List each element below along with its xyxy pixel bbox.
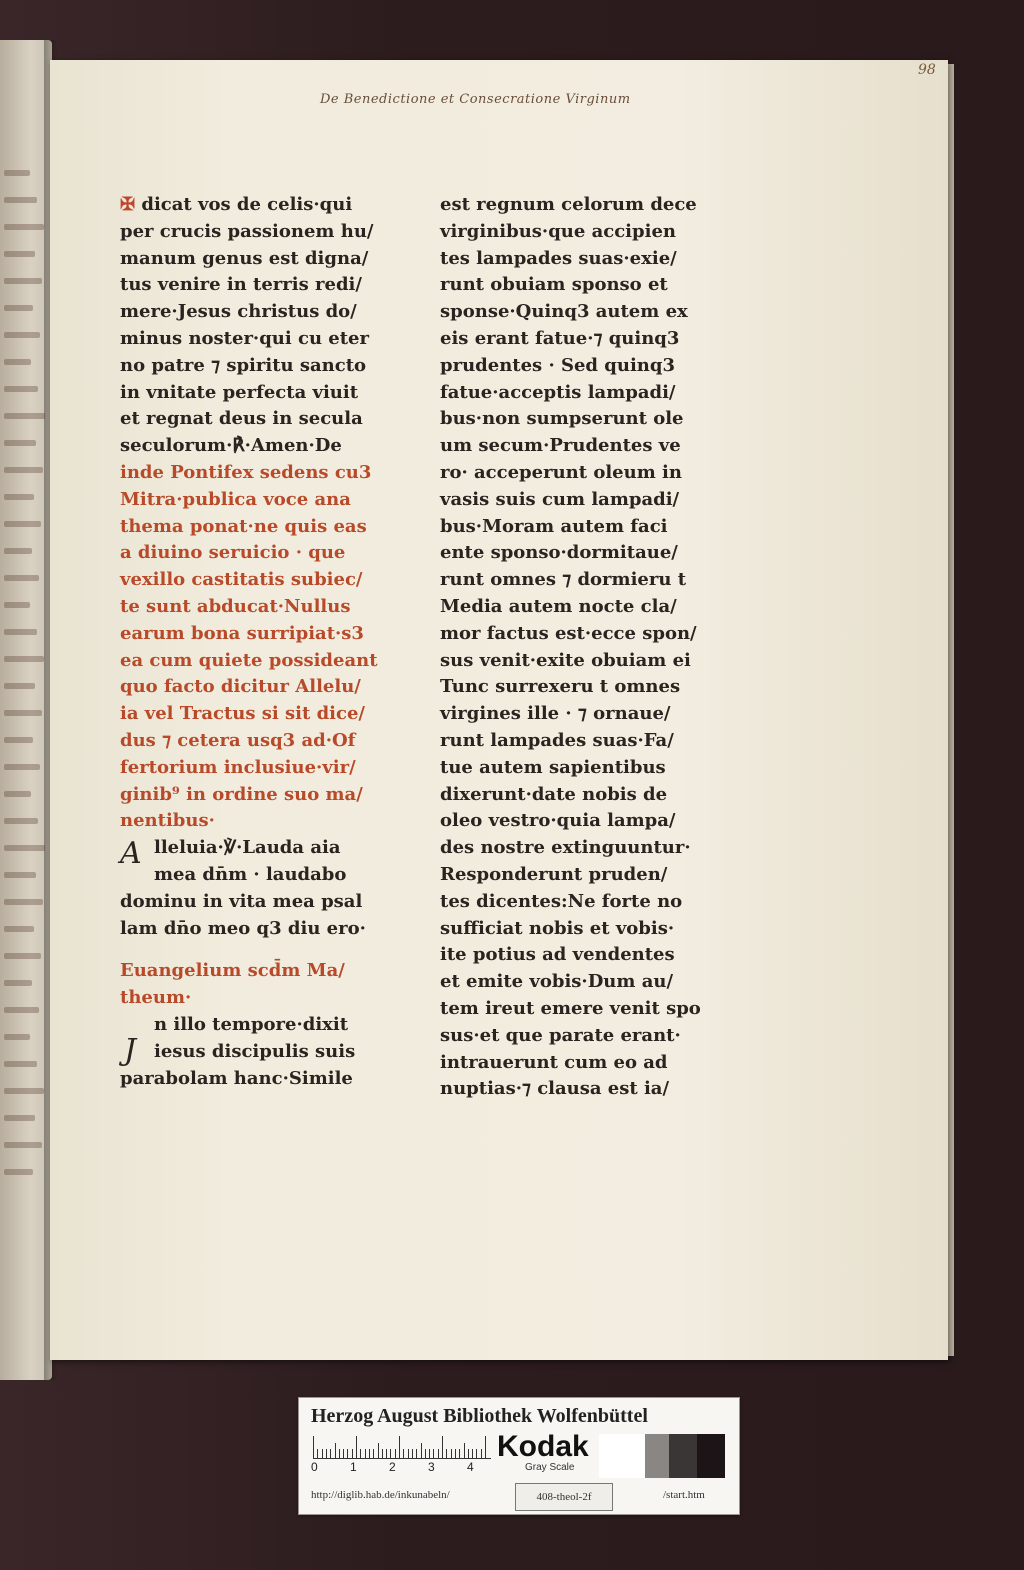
ruler-tick <box>446 1449 447 1458</box>
text-line-content: et regnat deus in secula <box>120 408 363 430</box>
text-line <box>120 942 410 958</box>
ghost-text-line <box>4 1088 44 1094</box>
ghost-text-line <box>4 386 38 392</box>
text-line: intrauerunt cum eo ad <box>440 1051 668 1073</box>
kodak-logo: Kodak <box>497 1430 589 1463</box>
ruler-tick <box>390 1449 391 1458</box>
text-line-content: Euangelium scd̄m Ma/ <box>120 960 345 982</box>
text-line <box>120 1066 410 1093</box>
text-line-content: quo facto dicitur Allelu/ <box>120 676 361 698</box>
text-line-content: parabolam hanc·Simile <box>120 1067 353 1089</box>
ruler-number: 1 <box>350 1460 357 1474</box>
text-line: mor factus est·ecce spon/ <box>440 622 697 644</box>
text-line: sus venit·exite obuiam ei <box>440 649 691 671</box>
text-line-content: per crucis passionem hu/ <box>120 220 374 242</box>
text-line: ite potius ad vendentes <box>440 944 675 966</box>
cross-icon: ✠ <box>120 194 142 215</box>
text-line-content: te sunt abducat·Nullus <box>120 595 351 617</box>
text-line: sus·et que parate erant· <box>440 1024 681 1046</box>
text-line <box>120 540 410 567</box>
text-line-content: dicat vos de celis·qui <box>141 194 353 215</box>
text-line-content: vexillo castitatis subiec/ <box>120 569 363 591</box>
ruler-tick <box>378 1443 379 1458</box>
gray-scale-label: Gray Scale <box>525 1462 575 1473</box>
ghost-text-line <box>4 764 40 770</box>
text-line <box>120 862 410 889</box>
text-line-content: dominu in vita mea psal <box>120 890 363 912</box>
ghost-text-line <box>4 197 37 203</box>
ruler-tick <box>373 1449 374 1458</box>
ruler-number: 2 <box>389 1460 396 1474</box>
ghost-text-line <box>4 548 32 554</box>
ruler-tick <box>330 1449 331 1458</box>
text-line <box>120 353 410 380</box>
text-line-content: Mitra·publica voce ana <box>120 488 351 510</box>
ghost-text-line <box>4 899 43 905</box>
text-column-left <box>120 192 410 1092</box>
ruler-tick <box>317 1449 318 1458</box>
ruler-tick <box>335 1443 336 1458</box>
ghost-text-line <box>4 224 44 230</box>
library-name: Herzog August Bibliothek Wolfenbüttel <box>311 1405 648 1427</box>
text-line <box>120 567 410 594</box>
text-line: Media autem nocte cla/ <box>440 595 677 617</box>
text-line-content: iesus discipulis suis <box>154 1040 356 1062</box>
gray-swatch <box>669 1434 697 1478</box>
text-line <box>120 916 410 943</box>
text-line <box>120 192 410 219</box>
text-line: tue autem sapientibus <box>440 756 666 778</box>
ruler-tick <box>481 1449 482 1458</box>
ruler-tick <box>485 1436 486 1458</box>
text-line-content: dus ⁊ cetera usq3 ad·Of <box>120 729 356 751</box>
ruler-tick <box>416 1449 417 1458</box>
text-line-content: inde Pontifex sedens cu3 <box>120 461 372 483</box>
text-line: dixerunt·date nobis de <box>440 783 668 805</box>
text-line: virgines ille · ⁊ ornaue/ <box>440 703 671 725</box>
ghost-text-line <box>4 845 45 851</box>
text-line: ro· acceperunt oleum in <box>440 461 682 483</box>
text-line <box>120 835 410 862</box>
ruler-tick <box>313 1436 314 1458</box>
ghost-text-line <box>4 170 30 176</box>
text-line <box>120 728 410 755</box>
ghost-text-line <box>4 1142 42 1148</box>
text-line-content: earum bona surripiat·s3 <box>120 622 364 644</box>
ruler-tick <box>322 1449 323 1458</box>
ghost-text-line <box>4 575 39 581</box>
ghost-text-line <box>4 926 34 932</box>
ruler-tick <box>399 1436 400 1458</box>
text-line: Responderunt pruden/ <box>440 863 668 885</box>
ghost-text-line <box>4 953 41 959</box>
ruler-number: 4 <box>467 1460 474 1474</box>
text-line <box>120 674 410 701</box>
text-line: bus·non sumpserunt ole <box>440 408 684 430</box>
text-line <box>120 246 410 273</box>
text-line <box>120 272 410 299</box>
ghost-text-line <box>4 278 42 284</box>
ruler-tick <box>421 1443 422 1458</box>
library-url: http://diglib.hab.de/inkunabeln/ <box>311 1489 450 1501</box>
ruler-tick <box>412 1449 413 1458</box>
text-line <box>120 487 410 514</box>
text-line: nuptias·⁊ clausa est ia/ <box>440 1078 670 1100</box>
ruler-number: 3 <box>428 1460 435 1474</box>
ghost-text-line <box>4 332 40 338</box>
text-line <box>120 1039 410 1066</box>
text-line: sponse·Quinq3 autem ex <box>440 301 688 323</box>
text-line: tes dicentes:Ne forte no <box>440 890 683 912</box>
ghost-text-line <box>4 494 34 500</box>
ghost-text-line <box>4 710 42 716</box>
text-line-content: ginib⁹ in ordine suo ma/ <box>120 783 363 805</box>
ghost-text-line <box>4 656 44 662</box>
text-line-content: tus venire in terris redi/ <box>120 274 362 296</box>
ruler-tick <box>451 1449 452 1458</box>
text-line-content: mea dn̄m · laudabo <box>154 863 347 885</box>
text-line: um secum·Prudentes ve <box>440 435 681 457</box>
text-line-content: lam dn̄o meo q3 diu ero· <box>120 917 366 939</box>
ghost-text-line <box>4 359 31 365</box>
text-line-content: no patre ⁊ spiritu sancto <box>120 354 367 376</box>
ruler-tick <box>347 1449 348 1458</box>
scale-ruler <box>313 1436 491 1459</box>
gray-swatch <box>599 1434 645 1478</box>
text-line: et emite vobis·Dum au/ <box>440 971 674 993</box>
ghost-text-line <box>4 791 31 797</box>
text-line: tem ireut emere venit spo <box>440 997 701 1019</box>
ghost-text-line <box>4 629 37 635</box>
ruler-tick <box>343 1449 344 1458</box>
text-line: virginibus·que accipien <box>440 220 676 242</box>
text-line-content: seculorum·℟·Amen·De <box>120 435 342 457</box>
ruler-tick <box>403 1449 404 1458</box>
ghost-text-line <box>4 737 33 743</box>
ruler-tick <box>442 1436 443 1458</box>
text-line-content: minus noster·qui cu eter <box>120 327 369 349</box>
ghost-text-line <box>4 305 33 311</box>
ruler-tick <box>369 1449 370 1458</box>
text-line: des nostre extinguuntur· <box>440 837 691 859</box>
text-line <box>120 380 410 407</box>
gray-swatch <box>697 1434 725 1478</box>
start-link-text: /start.htm <box>663 1489 705 1501</box>
text-line <box>120 594 410 621</box>
text-line <box>120 299 410 326</box>
text-line: vasis suis cum lampadi/ <box>440 488 680 510</box>
ghost-text-line <box>4 872 36 878</box>
text-line: ente sponso·dormitaue/ <box>440 542 678 564</box>
text-line <box>120 808 410 835</box>
text-line <box>120 406 410 433</box>
text-line <box>120 514 410 541</box>
gray-swatch <box>645 1434 669 1478</box>
ruler-tick <box>339 1449 340 1458</box>
text-line <box>120 1012 410 1039</box>
text-line: fatue·acceptis lampadi/ <box>440 381 676 403</box>
ghost-text-line <box>4 467 43 473</box>
ghost-text-line <box>4 413 45 419</box>
text-line-content: ia vel Tractus si sit dice/ <box>120 703 365 725</box>
text-line <box>120 219 410 246</box>
text-line <box>120 621 410 648</box>
text-line: runt lampades suas·Fa/ <box>440 729 674 751</box>
ghost-text-line <box>4 980 32 986</box>
text-line-content: a diuino seruicio · que <box>120 542 346 564</box>
text-line <box>120 755 410 782</box>
ruler-tick <box>472 1449 473 1458</box>
text-line-content: fertorium inclusiue·vir/ <box>120 756 356 778</box>
ruler-tick <box>365 1449 366 1458</box>
library-target-card <box>298 1397 740 1515</box>
ruler-tick <box>464 1443 465 1458</box>
ruler-tick <box>468 1449 469 1458</box>
text-line <box>120 985 410 1012</box>
ruler-tick <box>425 1449 426 1458</box>
text-line: sufficiat nobis et vobis· <box>440 917 675 939</box>
ruler-tick <box>429 1449 430 1458</box>
initial-letter-a: A <box>120 836 142 871</box>
shelfmark: 408-theol-2f <box>515 1483 613 1511</box>
text-line-content: manum genus est digna/ <box>120 247 369 269</box>
ghost-text-line <box>4 251 35 257</box>
text-line: Tunc surrexeru t omnes <box>440 676 681 698</box>
ruler-tick <box>433 1449 434 1458</box>
ruler-tick <box>459 1449 460 1458</box>
folio-number: 98 <box>918 62 936 78</box>
text-line-content: n illo tempore·dixit <box>154 1013 349 1035</box>
ghost-text-line <box>4 1169 33 1175</box>
text-line-content: thema ponat·ne quis eas <box>120 515 367 537</box>
ghost-text-line <box>4 1115 35 1121</box>
ruler-tick <box>356 1436 357 1458</box>
text-line-content: theum· <box>120 987 192 1009</box>
text-line <box>120 648 410 675</box>
text-line <box>120 782 410 809</box>
text-line-content: in vnitate perfecta viuit <box>120 381 359 403</box>
ghost-text-line <box>4 1034 30 1040</box>
ruler-number: 0 <box>311 1460 318 1474</box>
text-line <box>120 958 410 985</box>
text-line-content: ea cum quiete possideant <box>120 649 378 671</box>
ghost-text-line <box>4 1061 37 1067</box>
text-line: runt omnes ⁊ dormieru t <box>440 569 687 591</box>
ruler-tick <box>438 1449 439 1458</box>
text-line: est regnum celorum dece <box>440 194 697 215</box>
text-line: runt obuiam sponso et <box>440 274 668 296</box>
ruler-tick <box>395 1449 396 1458</box>
text-line-content: mere·Jesus christus do/ <box>120 301 357 323</box>
text-line: prudentes · Sed quinq3 <box>440 354 675 376</box>
ruler-tick <box>455 1449 456 1458</box>
ghost-text-line <box>4 683 35 689</box>
ghost-text-line <box>4 1007 39 1013</box>
text-line: oleo vestro·quia lampa/ <box>440 810 676 832</box>
ruler-tick <box>408 1449 409 1458</box>
ruler-tick <box>382 1449 383 1458</box>
ghost-text-line <box>4 521 41 527</box>
text-line: tes lampades suas·exie/ <box>440 247 677 269</box>
text-line-content: nentibus· <box>120 810 215 832</box>
text-line: bus·Moram autem faci <box>440 515 668 537</box>
text-line <box>120 326 410 353</box>
text-line <box>120 433 410 460</box>
ghost-text-line <box>4 602 30 608</box>
initial-letter-i: J <box>124 1033 137 1068</box>
text-column-right <box>440 192 740 1103</box>
text-line <box>120 701 410 728</box>
text-line-content: lleluia·℣·Lauda aia <box>154 837 341 859</box>
ghost-text-line <box>4 440 36 446</box>
ruler-tick <box>476 1449 477 1458</box>
text-line <box>120 460 410 487</box>
text-line: eis erant fatue·⁊ quinq3 <box>440 327 680 349</box>
ghost-text-line <box>4 818 38 824</box>
running-head: De Benedictione et Consecratione Virginum <box>320 92 631 107</box>
ruler-tick <box>352 1449 353 1458</box>
text-line <box>120 889 410 916</box>
ruler-tick <box>326 1449 327 1458</box>
ruler-tick <box>360 1449 361 1458</box>
ruler-tick <box>386 1449 387 1458</box>
